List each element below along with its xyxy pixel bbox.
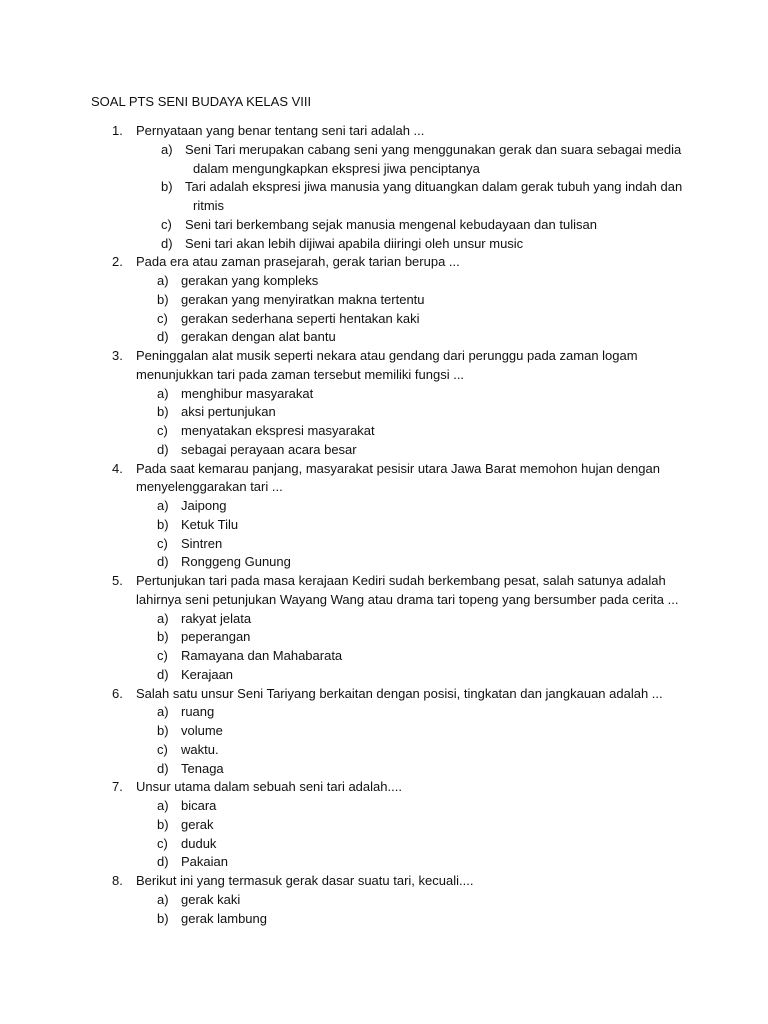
option-text: volume	[181, 723, 223, 738]
question-number: 3.	[112, 348, 123, 363]
option-text: bicara	[181, 798, 217, 813]
option-text: ritmis	[193, 198, 225, 213]
question-number: 2.	[112, 254, 123, 270]
option-text: Tenaga	[181, 760, 224, 776]
option-text: Sintren	[181, 535, 223, 551]
option-text: aksi pertunjukan	[181, 404, 276, 420]
option-text: Pakaian	[181, 854, 228, 870]
option-text: Seni tari akan lebih dijiwai apabila diiringi oleh unsur music	[185, 235, 524, 251]
question-number: 4.	[112, 460, 123, 476]
question-text: Salah satu unsur Seni Tariyang berkaitan dengan posisi, tingkatan dan jangkauan adalah ...	[136, 685, 663, 701]
question-text: menunjukkan tari pada zaman tersebut memiliki fungsi ...	[136, 366, 465, 382]
option-text: menyatakan ekspresi masyarakat	[181, 423, 375, 438]
option-letter: b)	[157, 723, 169, 738]
option-letter: c)	[157, 648, 168, 663]
option-text: menghibur masyarakat	[181, 385, 314, 401]
option-text: Ketuk Tilu	[181, 516, 239, 532]
option-letter: b)	[157, 910, 169, 926]
question-number: 7.	[112, 779, 123, 795]
option-text: dalam mengungkapkan ekspresi jiwa penciptanya	[193, 160, 480, 176]
question-number: 5.	[112, 573, 123, 588]
question-text: Berikut ini yang termasuk gerak dasar suatu tari, kecuali....	[136, 873, 474, 888]
option-text: peperangan	[181, 629, 251, 645]
option-text: gerakan yang kompleks	[181, 273, 319, 288]
option-letter: d)	[157, 441, 169, 457]
question-number: 1.	[112, 123, 123, 138]
option-text: Seni Tari merupakan cabang seni yang menggunakan gerak dan suara sebagai media	[185, 141, 682, 157]
option-text: gerakan yang menyiratkan makna tertentu	[181, 291, 425, 307]
option-text: Seni tari berkembang sejak manusia mengenal kebudayaan dan tulisan	[185, 216, 597, 232]
question-text: Unsur utama dalam sebuah seni tari adalah....	[136, 779, 402, 795]
option-letter: a)	[157, 798, 169, 813]
option-letter: a)	[157, 273, 169, 288]
option-letter: a)	[157, 385, 169, 401]
option-letter: a)	[161, 141, 173, 157]
option-text: rakyat jelata	[181, 610, 252, 626]
option-letter: c)	[157, 310, 168, 326]
option-letter: c)	[157, 741, 168, 757]
option-text: duduk	[181, 835, 217, 851]
option-text: Ramayana dan Mahabarata	[181, 648, 343, 663]
option-text: gerak lambung	[181, 910, 267, 926]
document-title: SOAL PTS SENI BUDAYA KELAS VIII	[91, 94, 312, 109]
question-number: 6.	[112, 685, 123, 701]
option-text: waktu.	[181, 741, 219, 757]
option-letter: d)	[157, 854, 169, 870]
option-text: Jaipong	[181, 498, 227, 513]
option-letter: d)	[157, 554, 169, 570]
question-text: Pertunjukan tari pada masa kerajaan Kediri sudah berkembang pesat, salah satunya adalah	[136, 573, 666, 588]
option-letter: b)	[157, 516, 169, 532]
option-letter: b)	[161, 179, 173, 195]
option-letter: c)	[157, 423, 168, 438]
question-text: Peninggalan alat musik seperti nekara atau gendang dari perunggu pada zaman logam	[136, 348, 638, 363]
option-text: ruang	[181, 704, 215, 720]
question-text: lahirnya seni petunjukan Wayang Wang atau drama tari topeng yang bersumber pada cerita ...	[136, 591, 679, 607]
option-text: gerak	[181, 816, 214, 832]
option-letter: b)	[157, 404, 169, 420]
option-letter: d)	[157, 760, 169, 776]
option-text: Tari adalah ekspresi jiwa manusia yang dituangkan dalam gerak tubuh yang indah dan	[185, 179, 683, 195]
option-text: Kerajaan	[181, 666, 234, 682]
option-letter: b)	[157, 629, 169, 645]
question-text: Pada era atau zaman prasejarah, gerak tarian berupa ...	[136, 254, 460, 270]
question-text: Pada saat kemarau panjang, masyarakat pesisir utara Jawa Barat memohon hujan dengan	[136, 460, 660, 476]
option-text: sebagai perayaan acara besar	[181, 441, 357, 457]
option-text: Ronggeng Gunung	[181, 554, 291, 570]
option-text: gerakan sederhana seperti hentakan kaki	[181, 310, 420, 326]
option-text: gerakan dengan alat bantu	[181, 329, 336, 345]
option-letter: d)	[157, 666, 169, 682]
option-letter: b)	[157, 816, 169, 832]
question-text: menyelenggarakan tari ...	[136, 479, 283, 495]
option-letter: a)	[157, 704, 169, 720]
option-letter: a)	[157, 498, 169, 513]
option-letter: c)	[157, 535, 168, 551]
option-letter: a)	[157, 891, 169, 907]
option-letter: a)	[157, 610, 169, 626]
question-number: 8.	[112, 873, 123, 888]
option-letter: b)	[157, 291, 169, 307]
option-text: gerak kaki	[181, 891, 241, 907]
question-text: Pernyataan yang benar tentang seni tari adalah ...	[136, 123, 425, 138]
option-letter: c)	[161, 216, 172, 232]
option-letter: d)	[161, 235, 173, 251]
option-letter: c)	[157, 835, 168, 851]
option-letter: d)	[157, 329, 169, 345]
